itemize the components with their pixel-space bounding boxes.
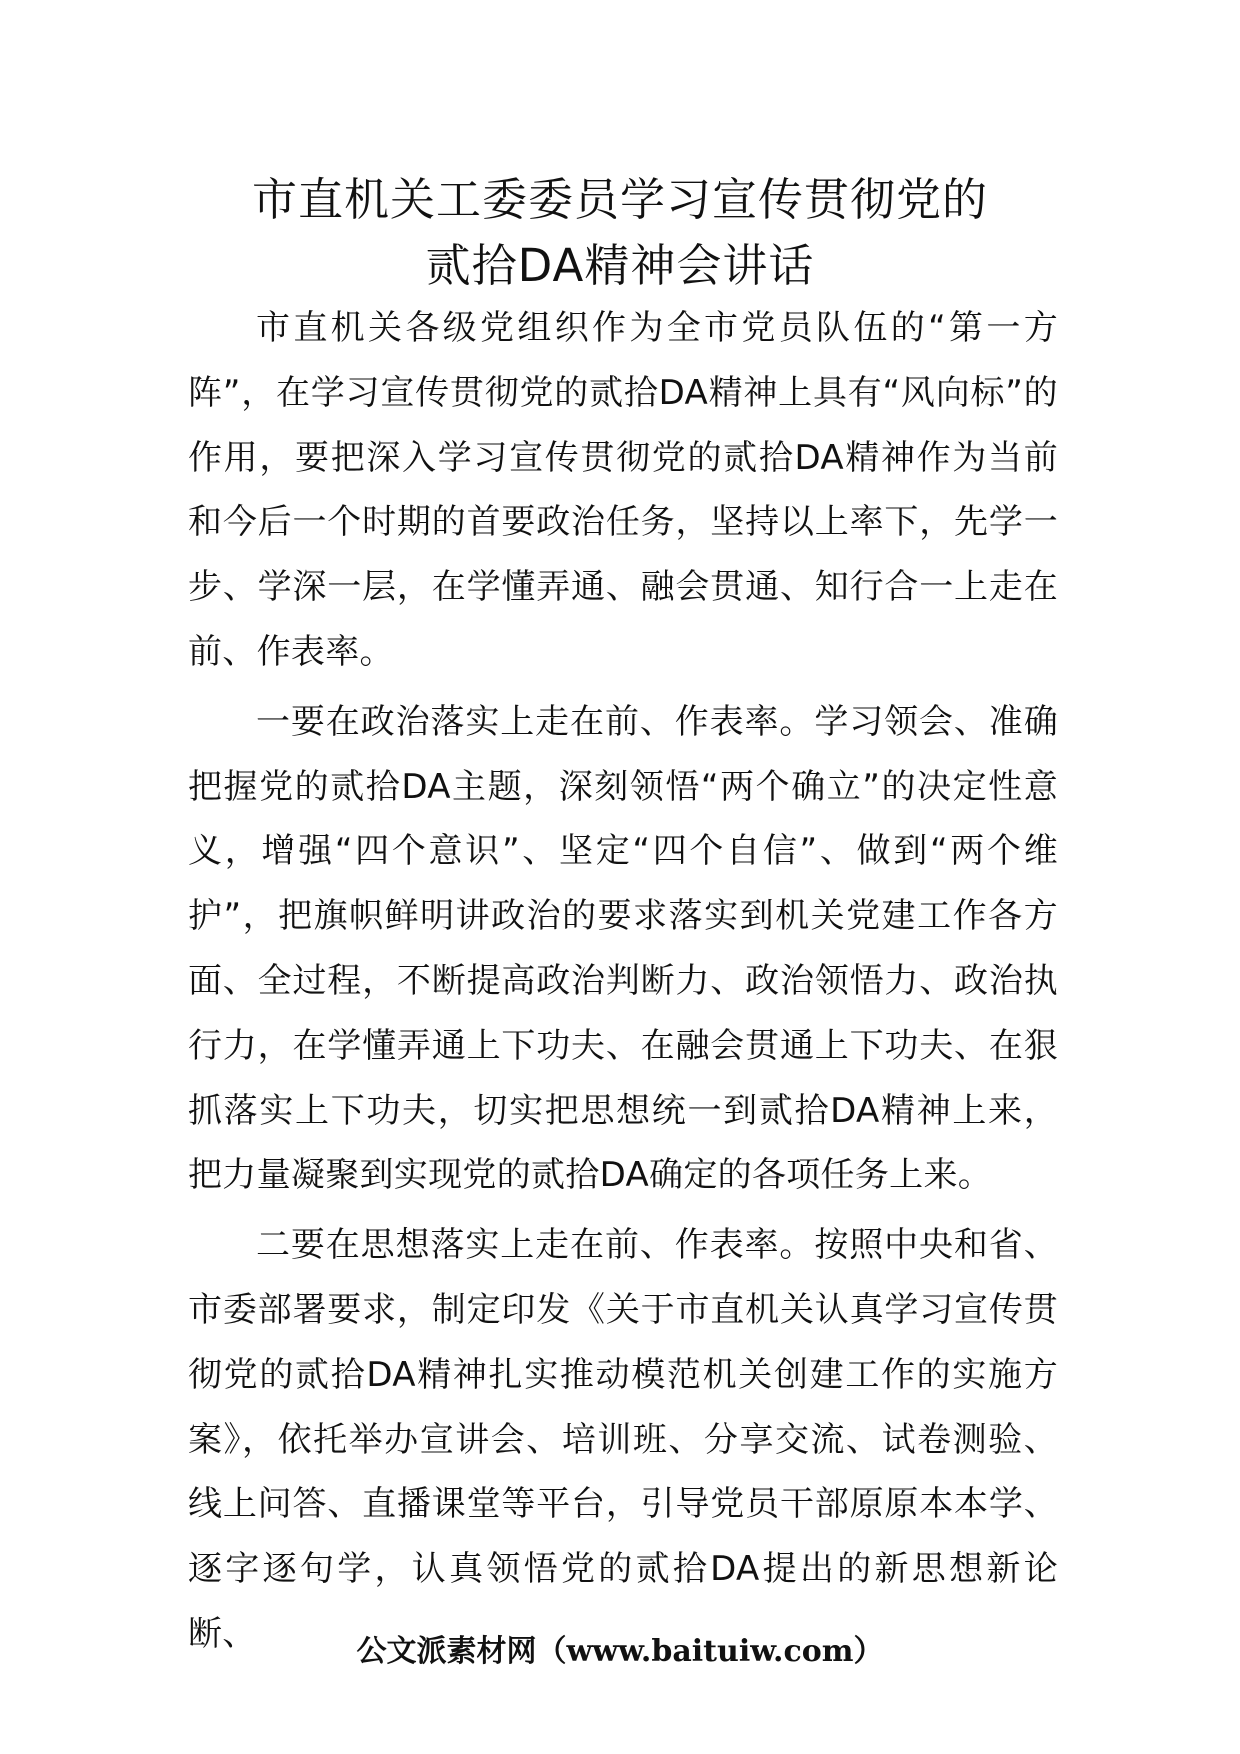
- document-title-line-2: 贰拾DA精神会讲话: [425, 239, 815, 292]
- paragraph-intro: 市直机关各级党组织作为全市党员队伍的“第一方阵”，在学习宣传贯彻党的贰拾DA精神上具有“风向标”的作用，要把深入学习宣传贯彻党的贰拾DA精神作为当前和今后一个时期的首要政治任务，坚持以上率下，先学一步、学深一层，在学懂弄通、融会贯通、知行合一上走在前、作表率。: [188, 308, 1058, 672]
- document-title-line-1: 市直机关工委委员学习宣传贯彻党的: [251, 173, 988, 226]
- paragraph-political: 一要在政治落实上走在前、作表率。学习领会、准确把握党的贰拾DA主题，深刻领悟“两个确立”的决定性意义，增强“四个意识”、坚定“四个自信”、做到“两个维护”，把旗帜鲜明讲政治的要求落实到机关党建工作各方面、全过程，不断提高政治判断力、政治领悟力、政治执行力，在学懂弄通上下功夫、在融会贯通上下功夫、在狠抓落实上下功夫，切实把思想统一到贰拾DA精神上来，把力量凝聚到实现党的贰拾DA确定的各项任务上来。: [188, 701, 1058, 1196]
- paragraph-ideological: 二要在思想落实上走在前、作表率。按照中央和省、市委部署要求，制定印发《关于市直机关认真学习宣传贯彻党的贰拾DA精神扎实推动模范机关创建工作的实施方案》，依托举办宣讲会、培训班、分享交流、试卷测验、线上问答、直播课堂等平台，引导党员干部原原本本学、逐字逐句学，认真领悟党的贰拾DA提出的新思想新论断、: [188, 1225, 1058, 1654]
- footer-watermark: 公文派素材网（www.baituiw.com）: [356, 1634, 884, 1669]
- document-body: [188, 296, 1058, 1667]
